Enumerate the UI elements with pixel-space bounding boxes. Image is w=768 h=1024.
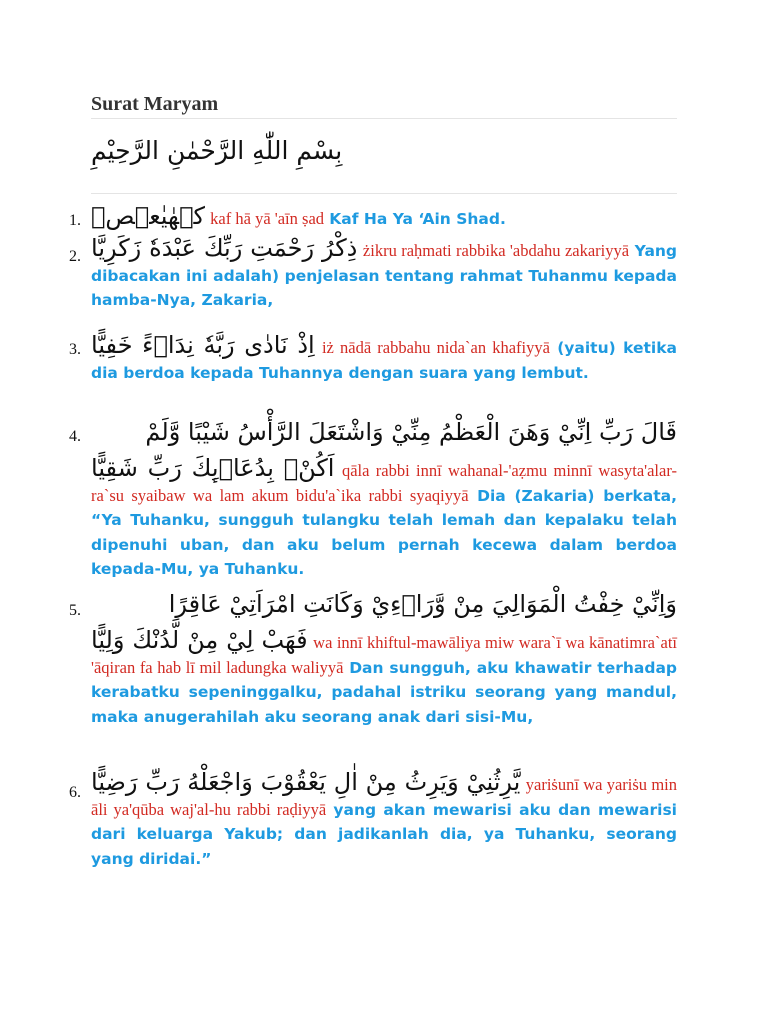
verse-arabic-line-2: اَكُنْۢ بِدُعَاۤىِٕكَ رَبِّ شَقِيًّا xyxy=(91,454,335,482)
verse-transliteration: qāla rabbi innī wahanal-'aẓmu minnī wasyta'alar-ra`su syaibaw wa lam akum bidu'a`ika rabbi syaqiyyā xyxy=(91,461,678,505)
verse-translation: Dia (Zakaria) berkata, “Ya Tuhanku, sungguh tulangku telah lemah dan kepalaku telah dipenuhi uban, dan aku belum pernah kecewa dalam berdoa kepada-Mu, ya Tuhanku. xyxy=(91,486,677,578)
bismillah-text: بِسْمِ اللّٰهِ الرَّحْمٰنِ الرَّحِيْمِ xyxy=(91,136,343,165)
bismillah xyxy=(91,136,361,176)
verse-arabic: كۤهٰيٰعۤصۤ xyxy=(91,202,205,230)
verse-translation: Kaf Ha Ya ‘Ain Shad. xyxy=(329,210,506,228)
verse-number: 3. xyxy=(69,341,81,358)
document-title: Surat Maryam xyxy=(91,93,219,115)
divider xyxy=(91,118,677,119)
verse-number: 2. xyxy=(69,248,81,265)
verse-translation: Dan sungguh, aku khawatir terhadap kerabatku sepeninggalku, padahal istriku seorang yang mandul, maka anugerahilah aku seorang anak dari sisi-Mu, xyxy=(91,658,678,726)
verse-translation: Yang dibacakan ini adalah) penjelasan tentang rahmat Tuhanmu kepada hamba-Nya, Zakaria, xyxy=(91,242,678,309)
verse-transliteration: kaf hā yā 'aīn ṣad xyxy=(210,209,325,228)
verse-number: 6. xyxy=(69,784,81,801)
verse-number: 1. xyxy=(69,212,81,229)
verse-arabic-line-2: فَهَبْ لِيْ مِنْ لَّدُنْكَ وَلِيًّا xyxy=(91,626,308,654)
verse-translation: (yaitu) ketika dia berdoa kepada Tuhannya dengan suara yang lembut. xyxy=(91,339,677,382)
verse-arabic-line-1: قَالَ رَبِّ اِنِّيْ وَهَنَ الْعَظْمُ مِنِّيْ وَاشْتَعَلَ الرَّأْسُ شَيْبًا وَّلَمْ xyxy=(145,418,677,446)
divider xyxy=(91,193,677,194)
verse-number: 4. xyxy=(69,428,81,445)
verse-transliteration: żikru raḥmati rabbika 'abdahu zakariyyā xyxy=(362,241,630,260)
verse-transliteration: wa innī khiftul-mawāliya miw wara`ī wa kānatimra`atī 'āqiran fa hab lī mil ladungka waliyyā xyxy=(91,633,677,677)
verse-translation: yang akan mewarisi aku dan mewarisi dari keluarga Yakub; dan jadikanlah dia, ya Tuhanku, seorang yang diridai.” xyxy=(91,800,677,868)
verse-transliteration: yariṡunī wa yariṡu min āli ya'qūba waj'al-hu rabbi raḍiyyā xyxy=(91,775,678,819)
verse-arabic: ذِكْرُ رَحْمَتِ رَبِّكَ عَبْدَهٗ زَكَرِيَّا xyxy=(91,234,358,262)
verse-arabic: يَّرِثُنِيْ وَيَرِثُ مِنْ اٰلِ يَعْقُوْبَ وَاجْعَلْهُ رَبِّ رَضِيًّا xyxy=(91,768,521,796)
verse-transliteration: iż nādā rabbahu nida`an khafiyyā xyxy=(321,338,550,357)
verse-number: 5. xyxy=(69,602,81,619)
verse-arabic-line-1: وَاِنِّيْ خِفْتُ الْمَوَالِيَ مِنْ وَّرَاۤءِيْ وَكَانَتِ امْرَاَتِيْ عَاقِرًا xyxy=(168,590,677,618)
verse-arabic: اِذْ نَادٰى رَبَّهٗ نِدَاۤءً خَفِيًّا xyxy=(91,331,315,359)
